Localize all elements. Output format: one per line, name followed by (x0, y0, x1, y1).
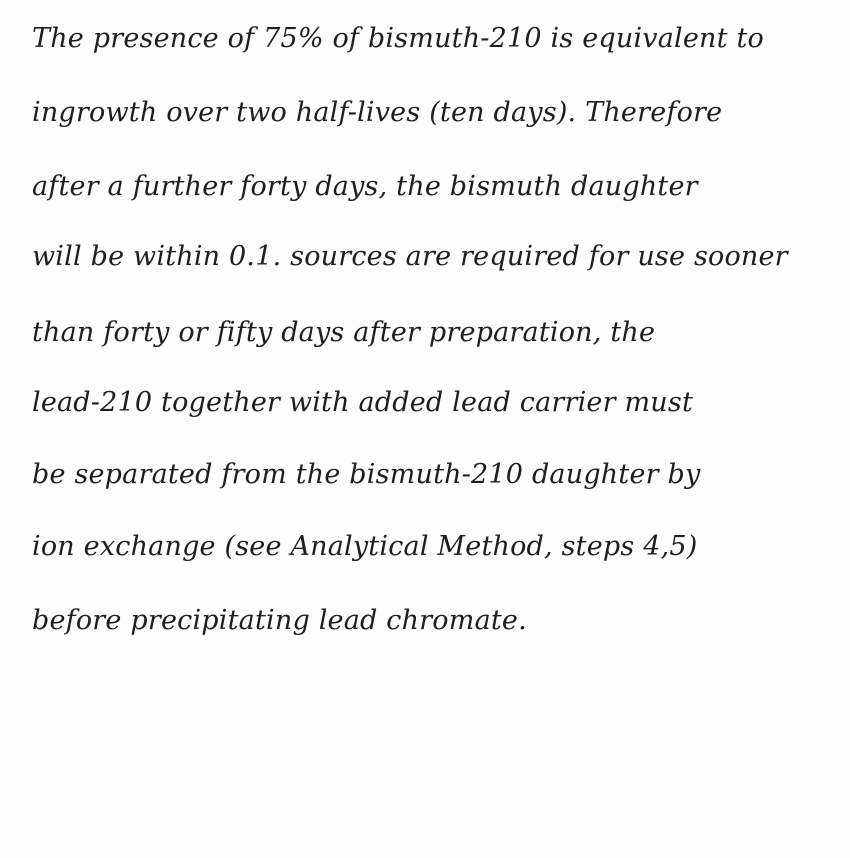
handwritten-line-9: before precipitating lead chromate. (32, 605, 527, 636)
handwritten-line-3: after a further forty days, the bismuth daughter (32, 171, 698, 202)
handwritten-line-8: ion exchange (see Analytical Method, steps 4,5) (32, 531, 698, 562)
handwritten-line-1: The presence of 75% of bismuth-210 is equivalent to (32, 23, 764, 54)
handwritten-line-5: than forty or fifty days after preparation, the (32, 317, 656, 348)
handwritten-line-6: lead-210 together with added lead carrier must (32, 387, 693, 418)
handwritten-line-2: ingrowth over two half-lives (ten days). Therefore (32, 97, 723, 128)
handwritten-line-7: be separated from the bismuth-210 daughter by (32, 459, 701, 490)
handwritten-line-4: will be within 0.1. sources are required for use sooner (32, 241, 788, 272)
